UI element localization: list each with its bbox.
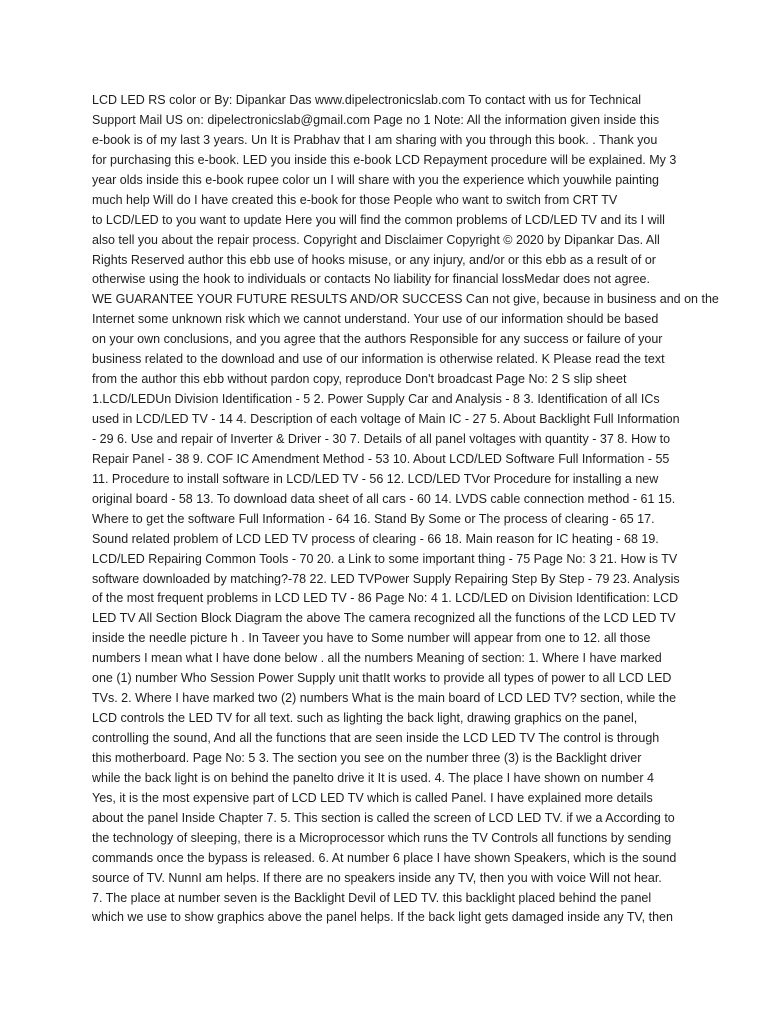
text-line: business related to the download and use of our information is otherwise related. K Please read the text: [92, 352, 665, 367]
text-line: TVs. 2. Where I have marked two (2) numbers What is the main board of LCD LED TV? section, while the: [92, 691, 677, 706]
text-line: Where to get the software Full Information - 64 16. Stand By Some or The process of clearing - 65 17.: [92, 511, 655, 526]
text-line: Rights Reserved author this ebb use of hooks misuse, or any injury, and/or or this ebb as a result of or: [92, 252, 656, 267]
text-line: original board - 58 13. To download data sheet of all cars - 60 14. LVDS cable connection method - 61 15.: [92, 491, 676, 506]
text-line: 1.LCD/LEDUn Division Identification - 5 2. Power Supply Car and Analysis - 8 3. Identification of all ICs: [92, 392, 660, 407]
text-line: e-book is of my last 3 years. Un It is Prabhav that I am sharing with you through this book. . Thank you: [92, 132, 658, 147]
text-line: one (1) number Who Session Power Supply unit thatIt works to provide all types of power to all LCD LED: [92, 671, 672, 686]
text-line: from the author this ebb without pardon copy, reproduce Don't broadcast Page No: 2 S slip sheet: [92, 372, 627, 387]
text-line: while the back light is on behind the panelto drive it It is used. 4. The place I have shown on number 4: [92, 770, 654, 785]
text-line: used in LCD/LED TV - 14 4. Description of each voltage of Main IC - 27 5. About Backlight Full Information: [92, 412, 680, 426]
text-line: on your own conclusions, and you agree that the authors Responsible for any success or failure of your: [92, 332, 663, 347]
text-line: Yes, it is the most expensive part of LCD LED TV which is called Panel. I have explained more details: [92, 790, 653, 805]
text-line: 11. Procedure to install software in LCD/LED TV - 56 12. LCD/LED TVor Procedure for installing a new: [92, 471, 659, 486]
text-line: LCD/LED Repairing Common Tools - 70 20. a Link to some important thing - 75 Page No: 3 21. How is TV: [92, 551, 678, 566]
text-line: about the panel Inside Chapter 7. 5. This section is called the screen of LCD LED TV. if we a According to: [92, 810, 675, 825]
text-line: source of TV. NunnI am helps. If there are no speakers inside any TV, then you with voice Will not hear.: [92, 870, 662, 885]
text-line: also tell you about the repair process. Copyright and Disclaimer Copyright © 2020 by Dipankar Das. All: [92, 232, 660, 247]
text-line: to LCD/LED to you want to update Here you will find the common problems of LCD/LED TV and its I will: [92, 212, 665, 227]
text-line: LCD LED RS color or By: Dipankar Das www.dipelectronicslab.com To contact with us for Technical: [92, 93, 642, 107]
text-line: which we use to show graphics above the panel helps. If the back light gets damaged inside any TV, then: [92, 910, 673, 925]
text-line: Internet some unknown risk which we cannot understand. Your use of our information should be based: [92, 312, 659, 327]
text-line: year olds inside this e-book rupee color un I will share with you the experience which youwhile painting: [92, 172, 659, 187]
text-line: WE GUARANTEE YOUR FUTURE RESULTS AND/OR SUCCESS Can not give, because in business and on the: [92, 292, 719, 307]
text-line: otherwise using the hook to individuals or contacts No liability for financial lossMedar does not agree.: [92, 272, 650, 287]
text-line: for purchasing this e-book. LED you inside this e-book LCD Repayment procedure will be explained. My 3: [92, 152, 677, 167]
body-text: [92, 91, 719, 928]
text-line: much help Will do I have created this e-book for those People who want to switch from CRT TV: [92, 192, 618, 207]
text-line: of the most frequent problems in LCD LED TV - 86 Page No: 4 1. LCD/LED on Division Identification: LCD: [92, 591, 679, 606]
text-line: this motherboard. Page No: 5 3. The section you see on the number three (3) is the Backlight driver: [92, 750, 642, 765]
text-line: controlling the sound, And all the functions that are seen inside the LCD LED TV The control is through: [92, 731, 660, 745]
text-line: Repair Panel - 38 9. COF IC Amendment Method - 53 10. About LCD/LED Software Full Information - 55: [92, 451, 670, 466]
text-line: the technology of sleeping, there is a Microprocessor which runs the TV Controls all functions by sending: [92, 830, 672, 845]
text-line: software downloaded by matching?-78 22. LED TVPower Supply Repairing Step By Step - 79 23. Analysis: [92, 571, 680, 586]
text-line: Support Mail US on: dipelectronicslab@gmail.com Page no 1 Note: All the information given inside this: [92, 112, 660, 127]
text-line: - 29 6. Use and repair of Inverter & Driver - 30 7. Details of all panel voltages with quantity - 37 8. How to: [92, 431, 671, 446]
text-line: inside the needle picture h . In Taveer you have to Some number will appear from one to 12. all those: [92, 631, 651, 646]
text-line: Sound related problem of LCD LED TV process of clearing - 66 18. Main reason for IC heating - 68 19.: [92, 531, 659, 546]
text-line: LCD controls the LED TV for all text. such as lighting the back light, drawing graphics on the panel,: [92, 711, 638, 726]
text-line: 7. The place at number seven is the Backlight Devil of LED TV. this backlight placed behind the panel: [92, 890, 652, 905]
text-line: commands once the bypass is released. 6. At number 6 place I have shown Speakers, which is the sound: [92, 850, 677, 865]
text-line: LED TV All Section Block Diagram the above The camera recognized all the functions of the LCD LED TV: [92, 611, 676, 626]
text-line: numbers I mean what I have done below . all the numbers Meaning of section: 1. Where I have marked: [92, 651, 662, 666]
